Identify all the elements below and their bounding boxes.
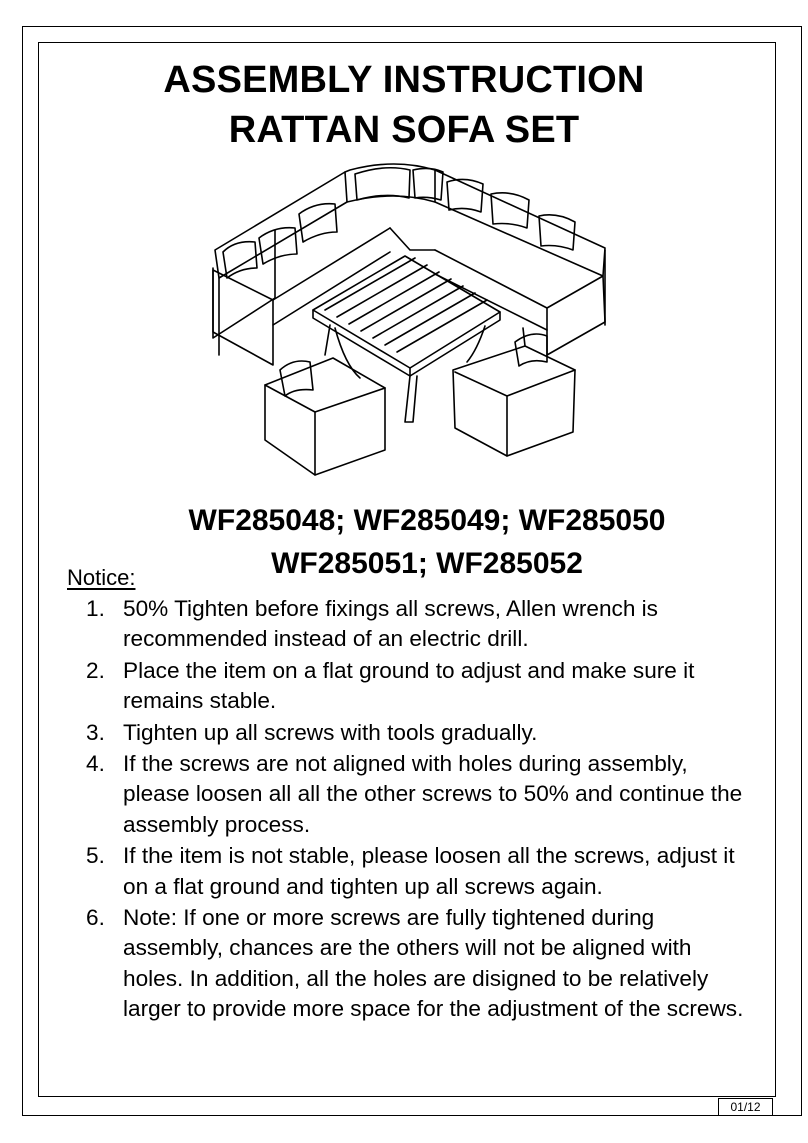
title-line-1: ASSEMBLY INSTRUCTION xyxy=(163,59,645,101)
list-item-number: 4. xyxy=(86,751,105,777)
list-item-number: 5. xyxy=(86,843,105,869)
list-item-number: 6. xyxy=(86,905,105,931)
list-item-text: Note: If one or more screws are fully tightened during assembly, chances are the others will not be aligned with holes. In addition, all the holes are disigned to be relatively larger to provide more space for the adjustment of the screws. xyxy=(123,905,744,1022)
list-item xyxy=(86,718,746,748)
list-item-text: If the item is not stable, please loosen all the screws, adjust it on a flat ground and tighten up all screws again. xyxy=(123,843,735,899)
model-numbers-line-2: WF285051; WF285052 xyxy=(271,547,583,580)
list-item xyxy=(86,656,746,717)
list-item xyxy=(86,749,746,840)
list-item-number: 1. xyxy=(86,596,105,621)
list-item-number: 2. xyxy=(86,657,105,683)
title-line-2: RATTAN SOFA SET xyxy=(228,109,580,151)
list-item xyxy=(86,841,746,902)
list-item-text: If the screws are not aligned with holes during assembly, please loosen all all the other screws to 50% and continue the assembly process. xyxy=(123,751,743,837)
list-item-number: 3. xyxy=(86,719,105,745)
model-numbers-line-1: WF285048; WF285049; WF285050 xyxy=(188,504,666,537)
list-item xyxy=(86,903,746,1025)
list-item-text: 50% Tighten before fixings all screws, Allen wrench is recommended instead of an electric drill. xyxy=(123,596,658,652)
list-item xyxy=(86,594,746,655)
notice-list xyxy=(86,594,746,1026)
list-item-text: Tighten up all screws with tools gradually. xyxy=(123,719,538,745)
sofa-set-illustration xyxy=(195,150,625,480)
notice-heading: Notice: xyxy=(67,565,136,590)
page-number: 01/12 xyxy=(718,1098,773,1116)
list-item-text: Place the item on a flat ground to adjust and make sure it remains stable. xyxy=(123,657,695,714)
